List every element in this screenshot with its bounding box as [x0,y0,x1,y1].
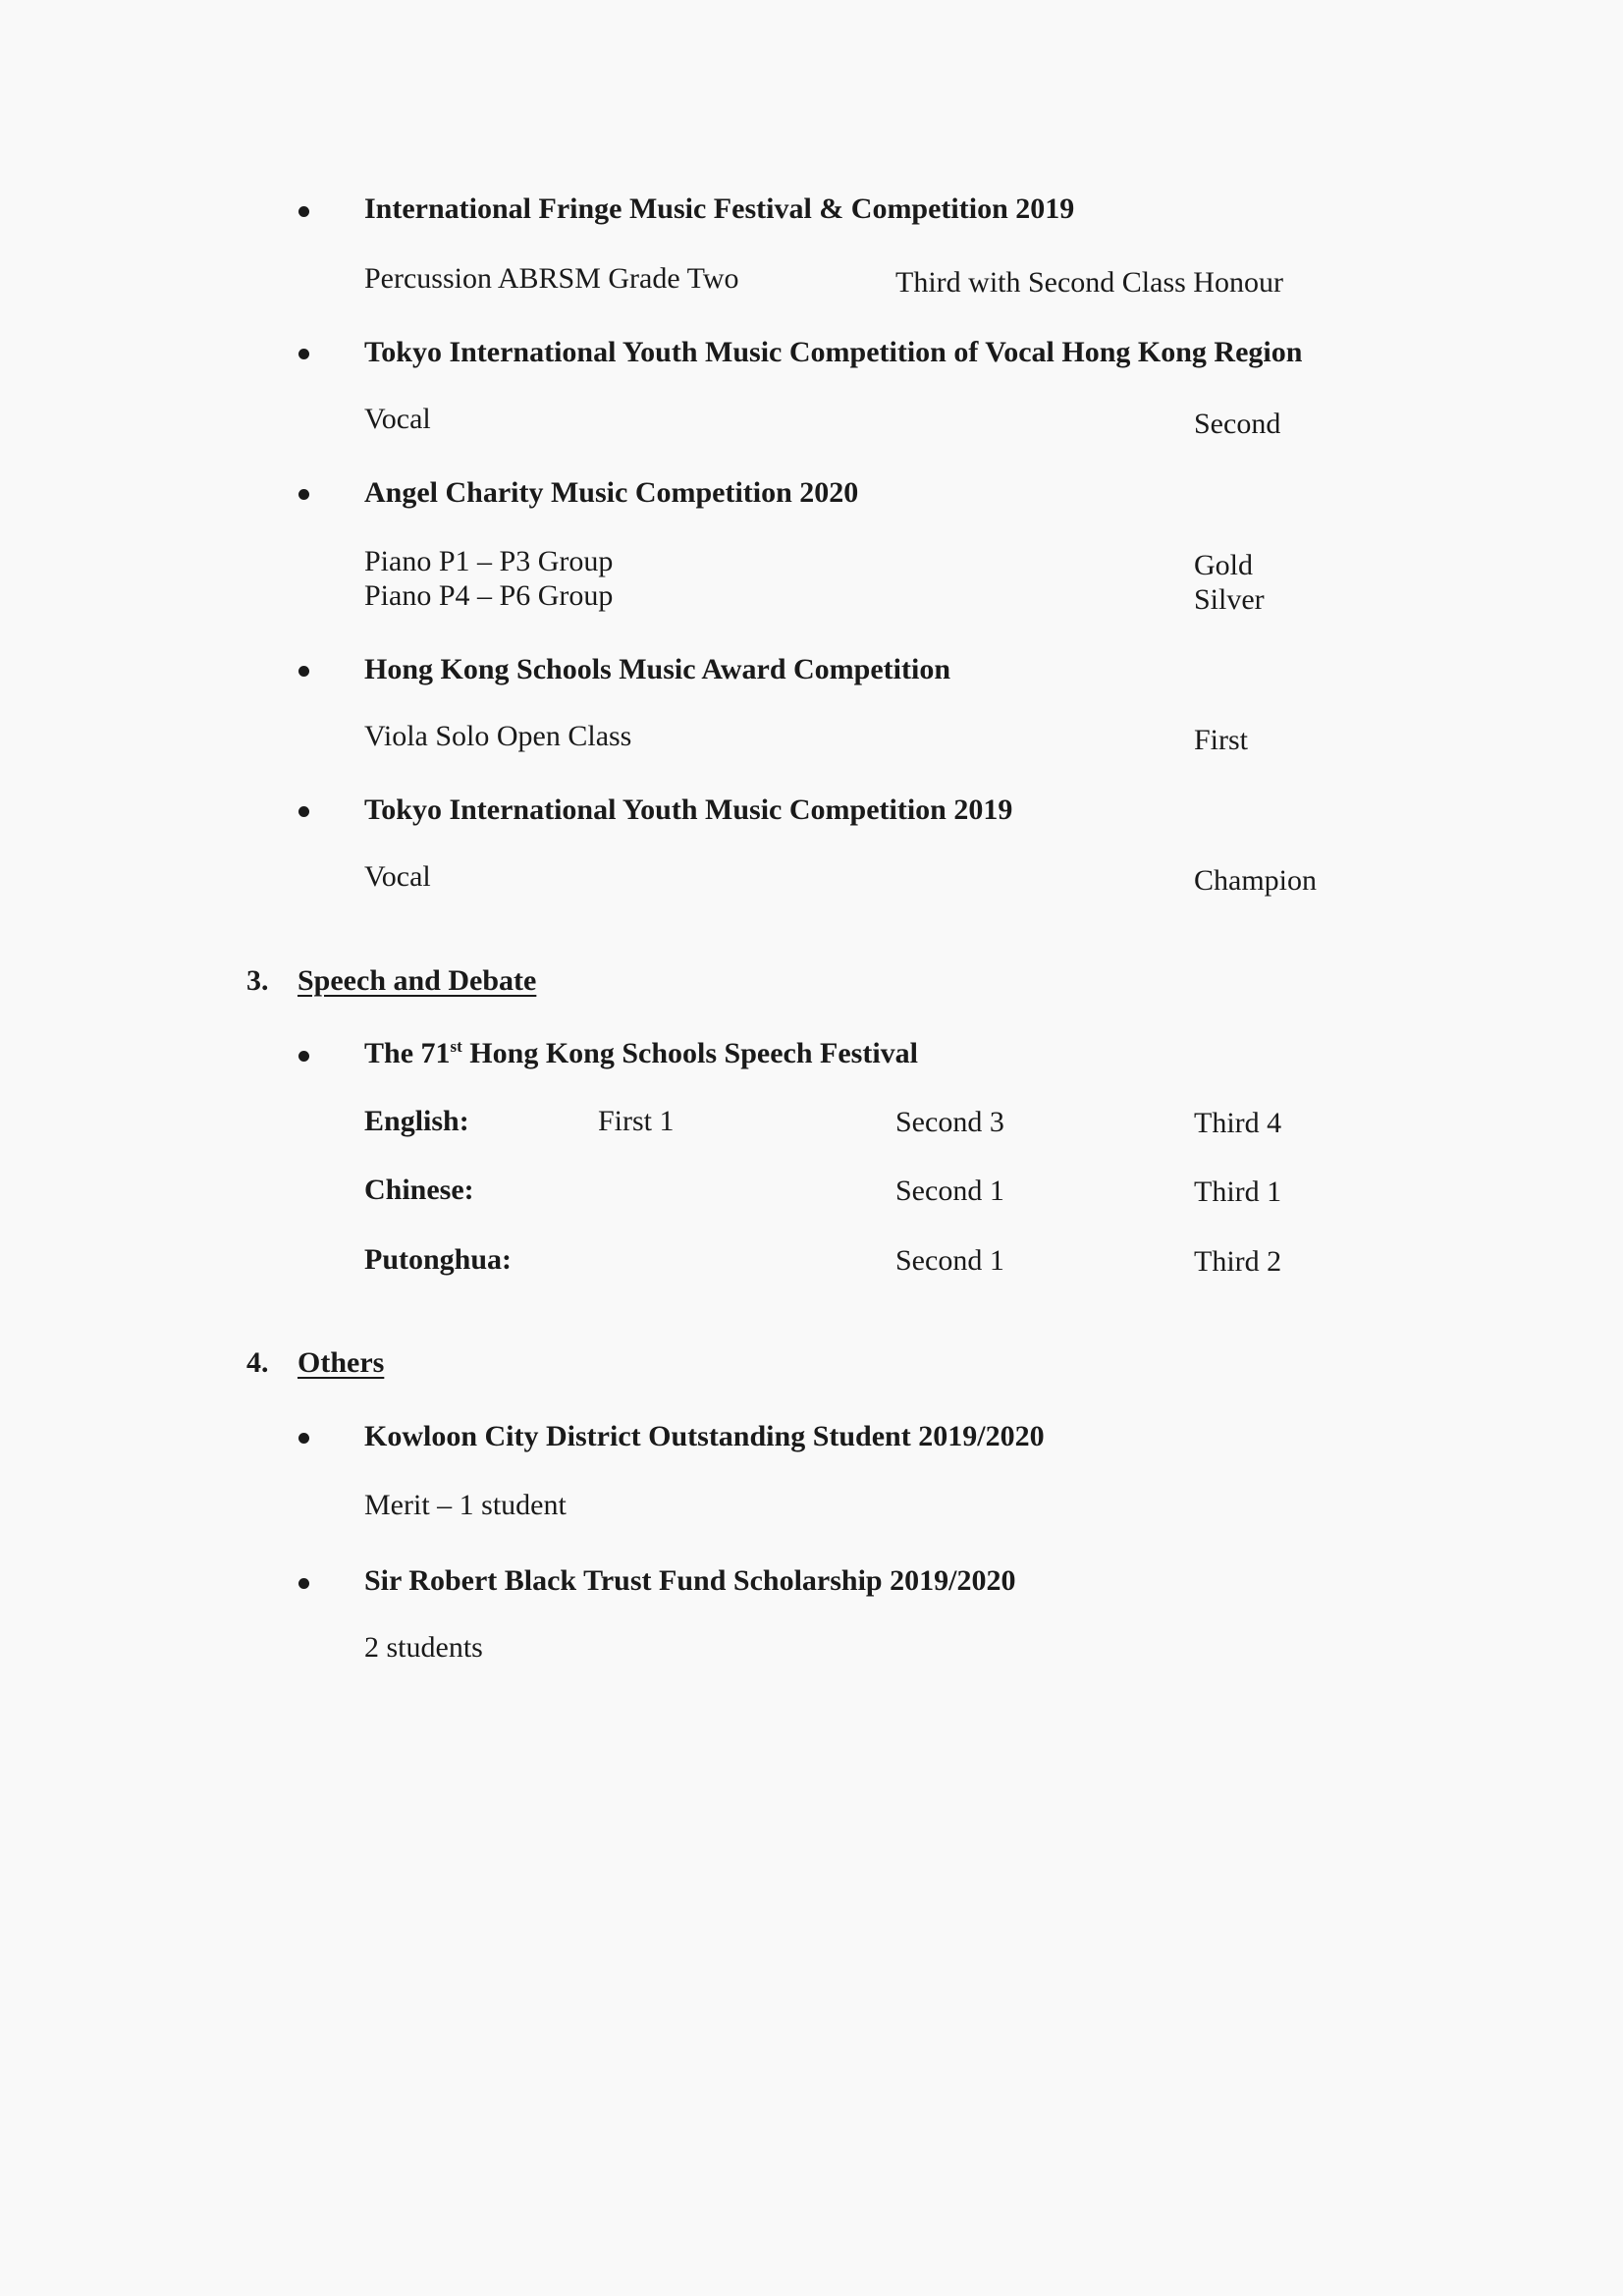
language-label: Chinese: [364,1174,474,1206]
second-result: Second 1 [895,1175,1004,1207]
award-result: Gold [1194,549,1253,581]
award-result: Champion [1194,864,1317,897]
festival-title [364,1037,918,1070]
award-detail: Merit – 1 student [364,1489,567,1521]
award-category: Vocal [364,403,431,435]
festival-title-sup: st [450,1037,462,1056]
first-result: First 1 [598,1105,675,1137]
bullet-icon [298,806,309,817]
festival-title-suffix: Hong Kong Schools Speech Festival [461,1037,919,1069]
award-result: Second [1194,408,1281,440]
language-label: Putonghua: [364,1243,513,1276]
second-result: Second 1 [895,1244,1004,1277]
award-title: Kowloon City District Outstanding Student 2019/2020 [364,1420,1045,1452]
award-category: Vocal [364,860,431,893]
award-result: Third with Second Class Honour [895,266,1283,299]
award-title: International Fringe Music Festival & Competition 2019 [364,192,1075,225]
award-result: Silver [1194,583,1265,616]
bullet-icon [298,489,309,500]
section-number: 4. [246,1346,269,1379]
third-result: Third 2 [1194,1245,1282,1278]
third-result: Third 1 [1194,1175,1282,1208]
language-label: English: [364,1105,469,1137]
bullet-icon [298,1578,309,1589]
award-category: Viola Solo Open Class [364,720,632,752]
third-result: Third 4 [1194,1107,1282,1139]
award-title: Tokyo International Youth Music Competition of Vocal Hong Kong Region [364,336,1303,368]
bullet-icon [298,1433,309,1444]
award-result: First [1194,724,1249,756]
bullet-icon [298,666,309,677]
section-title: Others [298,1346,385,1379]
second-result: Second 3 [895,1106,1004,1138]
award-title: Sir Robert Black Trust Fund Scholarship 2019/2020 [364,1564,1016,1597]
award-detail: 2 students [364,1631,483,1664]
section-number: 3. [246,964,269,997]
award-title: Angel Charity Music Competition 2020 [364,476,859,509]
award-category: Piano P1 – P3 Group [364,545,614,577]
section-title: Speech and Debate [298,964,537,997]
bullet-icon [298,349,309,359]
bullet-icon [298,1051,309,1062]
bullet-icon [298,206,309,217]
award-category: Piano P4 – P6 Group [364,579,614,612]
festival-title-prefix: The 71 [364,1037,451,1069]
award-category: Percussion ABRSM Grade Two [364,262,739,295]
award-title: Hong Kong Schools Music Award Competition [364,653,950,685]
award-title: Tokyo International Youth Music Competition 2019 [364,793,1013,826]
